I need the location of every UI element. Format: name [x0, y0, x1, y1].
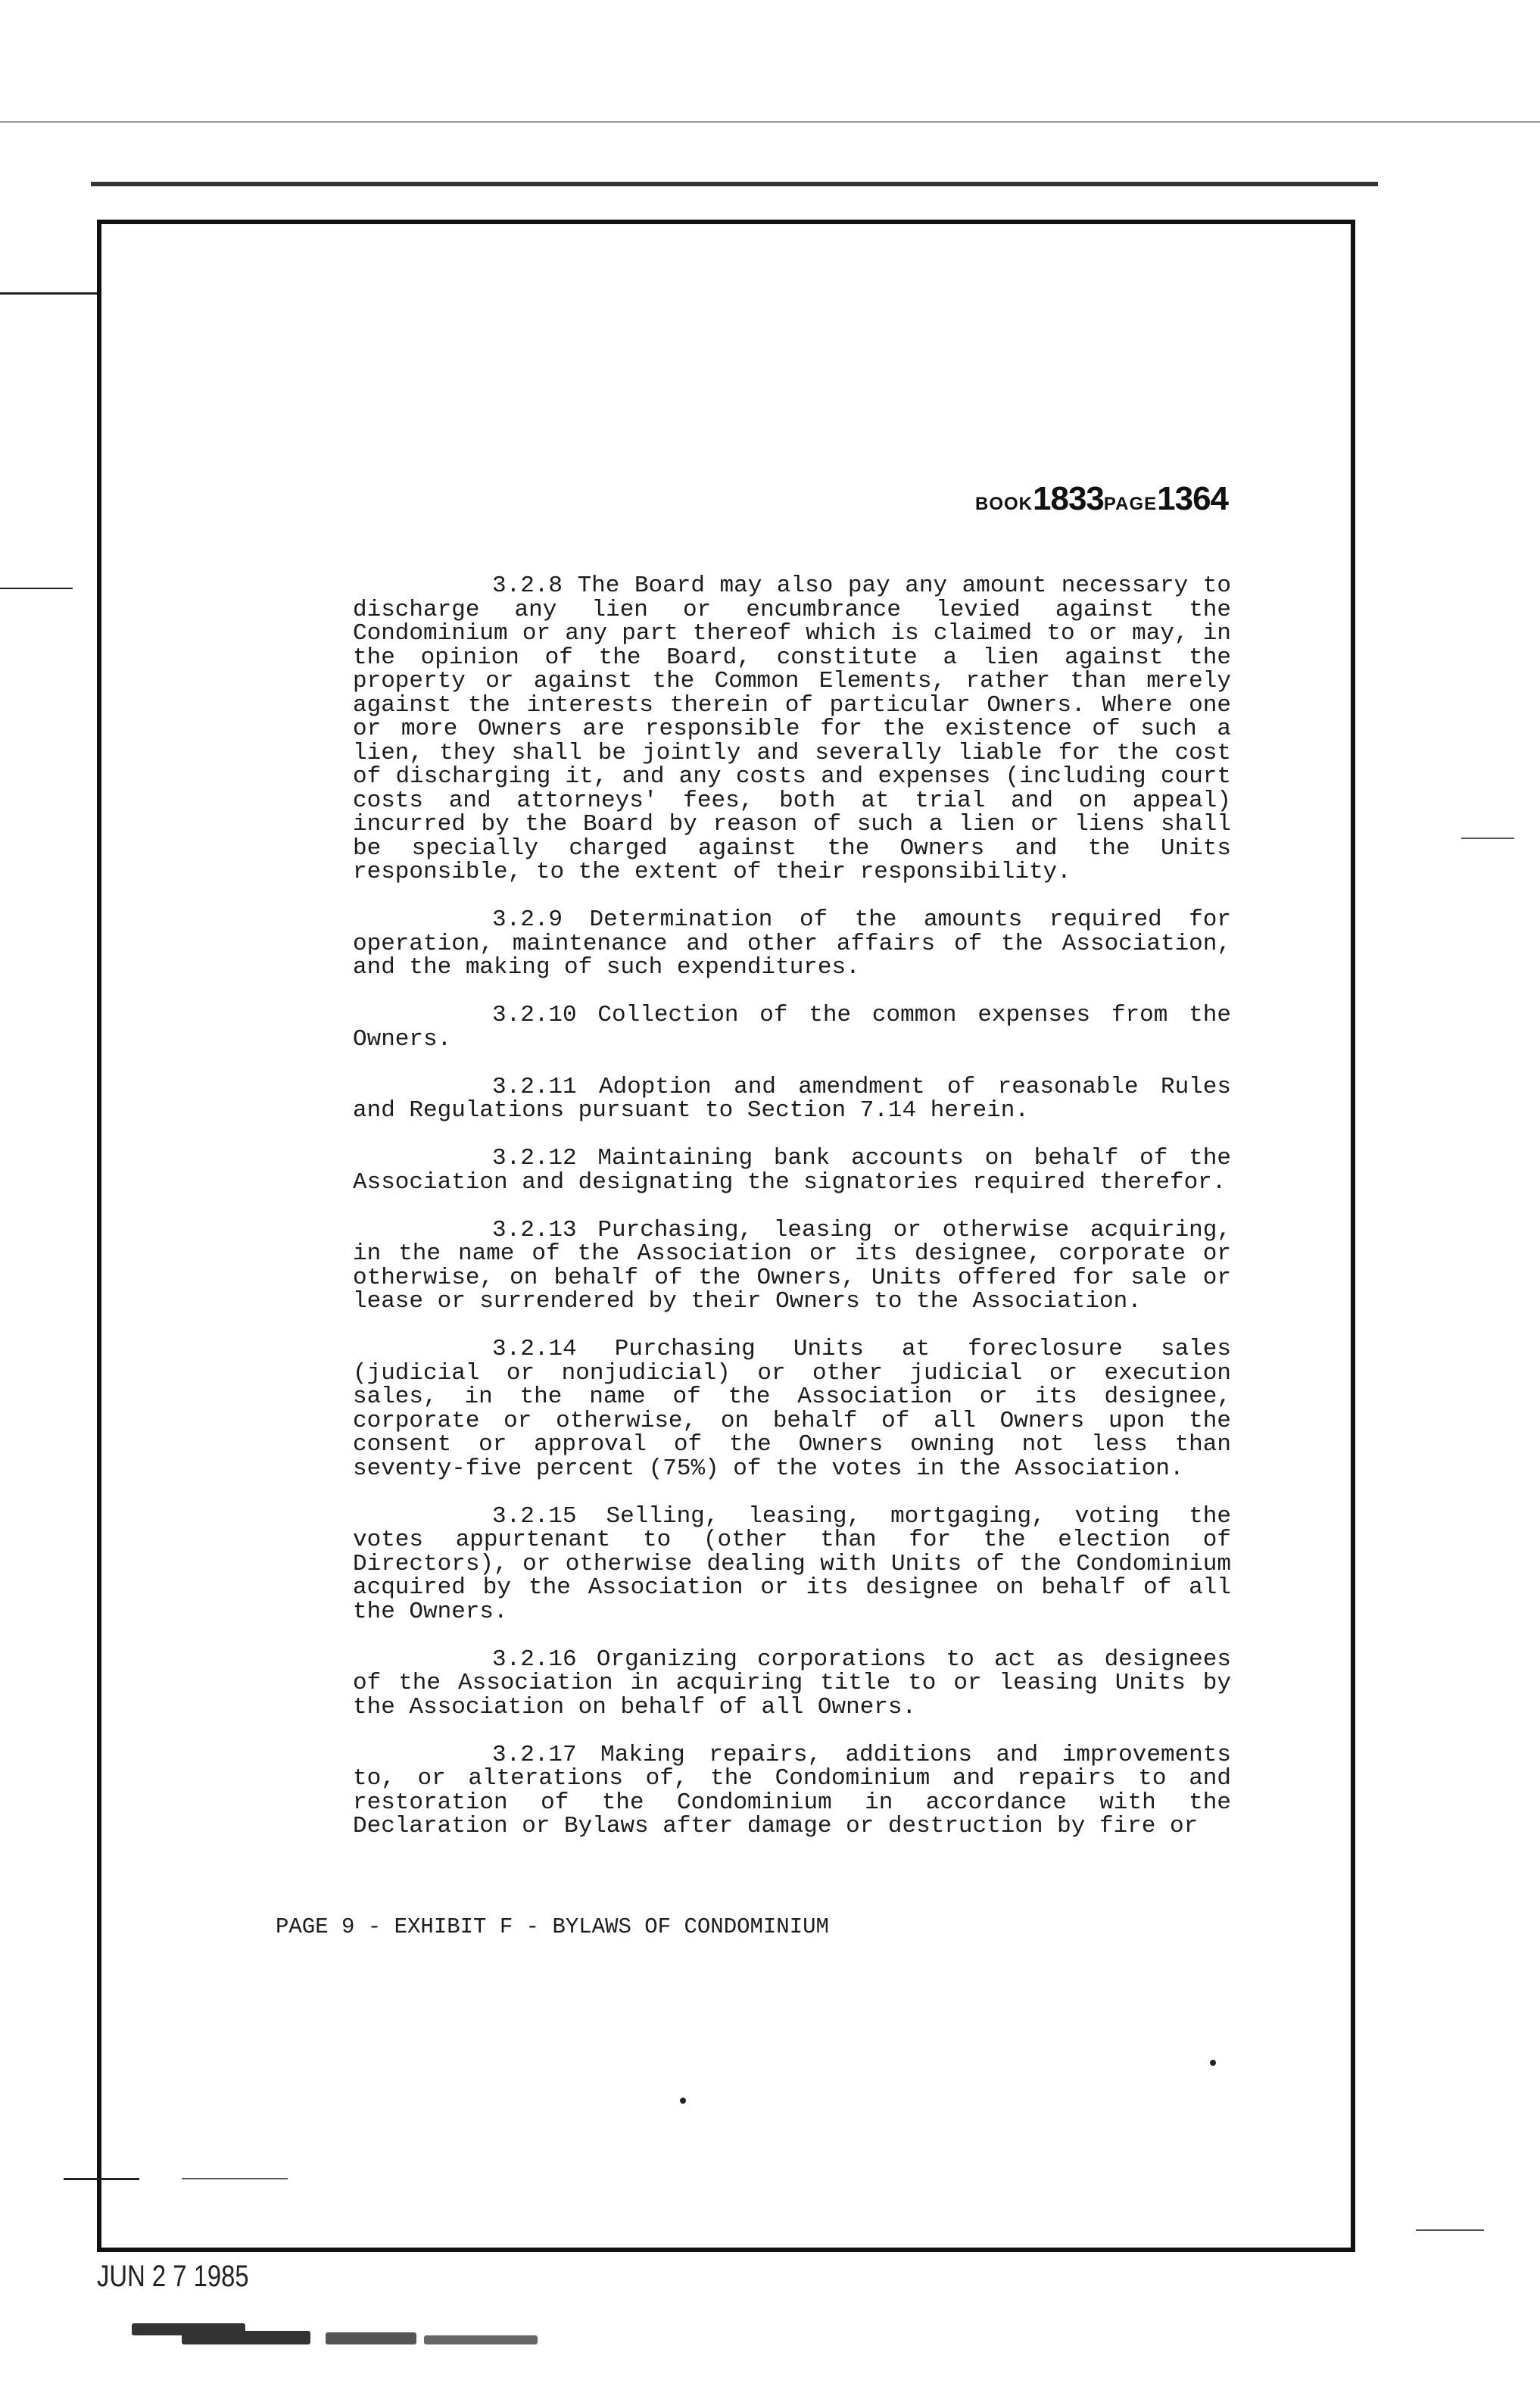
page-footer: PAGE 9 - EXHIBIT F - BYLAWS OF CONDOMINIUM [276, 1914, 829, 1939]
document-body [353, 574, 1231, 1862]
page-label: PAGE [1103, 494, 1158, 514]
stray-mark [1210, 2060, 1216, 2066]
book-number: 1833 [1033, 480, 1104, 517]
paragraph-3-2-8: 3.2.8 The Board may also pay any amount necessary to discharge any lien or encumbrance levied against the Condominium or any part thereof which is claimed to or may, in the opinion of the Board, constitute a lien against the property or against the Common Elements, rather than merely against the interests therein of particular Owners. Where one or more Owners are responsible for the existence of such a lien, they shall be jointly and severally liable for the cost of discharging it, and any costs and expenses (including court costs and attorneys' fees, both at trial and on appeal) incurred by the Board by reason of such a lien or liens shall be specially charged against the Owners and the Units responsible, to the extent of their responsibility. [353, 572, 1231, 885]
stray-mark [680, 2098, 686, 2104]
scan-smudge-left [64, 2178, 139, 2180]
paragraph-3-2-14: 3.2.14 Purchasing Units at foreclosure sales (judicial or nonjudicial) or other judicial or execution sales, in the name of the Association or its designee, corporate or otherwise, on behalf of all Owners upon the consent or approval of the Owners owning not less than seventy-five percent (75%) of the votes in the Association. [353, 1336, 1231, 1482]
scan-smudge-bottom [182, 2331, 310, 2344]
scan-smudge-bottom [424, 2335, 538, 2344]
paragraph-3-2-12: 3.2.12 Maintaining bank accounts on behalf of the Association and designating the signatories required therefor. [353, 1145, 1231, 1196]
date-stamp: JUN 2 7 1985 [97, 2260, 249, 2293]
scan-smudge-bottom [326, 2332, 416, 2344]
paragraph-3-2-17: 3.2.17 Making repairs, additions and improvements to, or alterations of, the Condominium and repairs to and restoration of the Condominium in accordance with the Declaration or Bylaws after damage or destruction by fire or [353, 1741, 1231, 1839]
paragraph-3-2-11: 3.2.11 Adoption and amendment of reasonable Rules and Regulations pursuant to Section 7.14 herein. [353, 1073, 1231, 1124]
scan-edge-top [0, 121, 1540, 123]
scan-smudge-left-2 [182, 2178, 288, 2179]
page-number: 1364 [1157, 480, 1229, 517]
book-label: BOOK [975, 494, 1033, 514]
scan-edge-right [1461, 838, 1514, 839]
book-page-stamp [975, 480, 1228, 518]
scan-edge-right-2 [1416, 2229, 1484, 2231]
paragraph-3-2-10: 3.2.10 Collection of the common expenses from the Owners. [353, 1002, 1231, 1053]
scan-edge-top-dark [91, 182, 1378, 186]
scan-edge-left-2 [0, 588, 73, 589]
paragraph-3-2-15: 3.2.15 Selling, leasing, mortgaging, voting the votes appurtenant to (other than for the election of Directors), or otherwise dealing with Units of the Condominium acquired by the Association or its designee on behalf of all the Owners. [353, 1502, 1231, 1625]
paragraph-3-2-9: 3.2.9 Determination of the amounts required for operation, maintenance and other affairs of the Association, and the making of such expenditures. [353, 906, 1231, 981]
scan-edge-left [0, 292, 97, 295]
paragraph-3-2-13: 3.2.13 Purchasing, leasing or otherwise acquiring, in the name of the Association or its designee, corporate or otherwise, on behalf of the Owners, Units offered for sale or lease or surrendered by their Owners to the Association. [353, 1216, 1231, 1315]
paragraph-3-2-16: 3.2.16 Organizing corporations to act as designees of the Association in acquiring title to or leasing Units by the Association on behalf of all Owners. [353, 1646, 1231, 1720]
